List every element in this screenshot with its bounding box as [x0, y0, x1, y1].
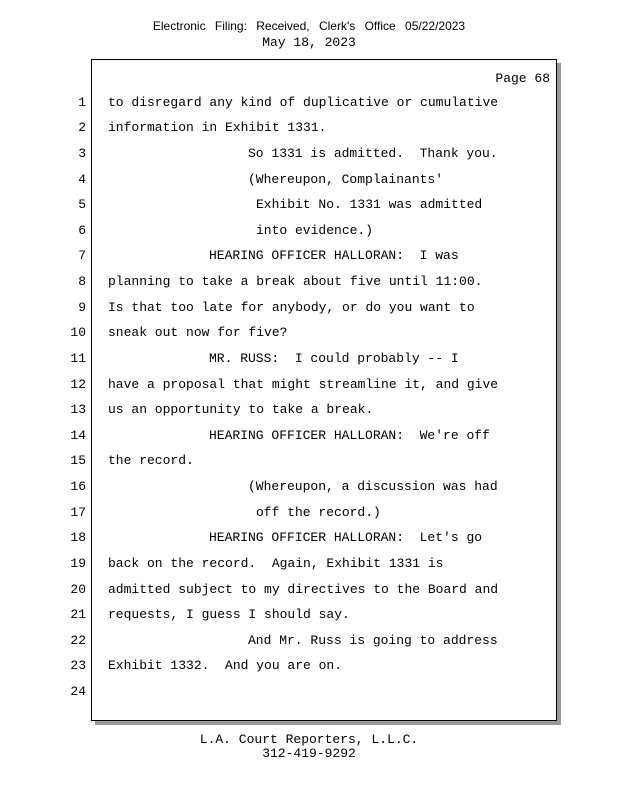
line-number: 21 — [70, 607, 86, 622]
transcript-line: HEARING OFFICER HALLORAN: Let's go — [209, 530, 483, 545]
line-number: 7 — [78, 248, 86, 263]
transcript-line: (Whereupon, Complainants' — [248, 172, 444, 187]
transcript-line: And Mr. Russ is going to address — [248, 633, 498, 648]
line-number: 12 — [70, 377, 86, 392]
transcript-line: Exhibit No. 1331 was admitted — [256, 197, 483, 212]
filing-stamp: Electronic Filing: Received, Clerk's Office 05/22/2023 — [152, 19, 466, 33]
line-number: 8 — [78, 274, 86, 289]
line-number: 20 — [70, 582, 86, 597]
line-number: 24 — [70, 684, 86, 699]
transcript-line: the record. — [108, 453, 194, 468]
transcript-date: May 18, 2023 — [262, 35, 356, 50]
line-number: 9 — [78, 300, 86, 315]
line-number: 1 — [78, 95, 86, 110]
line-number: 3 — [78, 146, 86, 161]
transcript-line: MR. RUSS: I could probably -- I — [209, 351, 459, 366]
transcript-line: sneak out now for five? — [108, 325, 288, 340]
line-number: 22 — [70, 633, 86, 648]
transcript-line: back on the record. Again, Exhibit 1331 is — [108, 556, 444, 571]
transcript-line: admitted subject to my directives to the Board and — [108, 582, 499, 597]
transcript-line: Exhibit 1332. And you are on. — [108, 658, 343, 673]
transcript-line: us an opportunity to take a break. — [108, 402, 374, 417]
line-number: 16 — [70, 479, 86, 494]
transcript-line: (Whereupon, a discussion was had — [248, 479, 498, 494]
reporter-phone: 312-419-9292 — [262, 746, 356, 761]
transcript-line: have a proposal that might streamline it, and give — [108, 377, 499, 392]
transcript-line: So 1331 is admitted. Thank you. — [248, 146, 498, 161]
line-number: 23 — [70, 658, 86, 673]
transcript-line: requests, I guess I should say. — [108, 607, 350, 622]
transcript-line: Is that too late for anybody, or do you want to — [108, 300, 475, 315]
line-number: 14 — [70, 428, 86, 443]
transcript-line: planning to take a break about five until 11:00. — [108, 274, 483, 289]
line-number: 11 — [70, 351, 86, 366]
line-number: 13 — [70, 402, 86, 417]
transcript-line: HEARING OFFICER HALLORAN: We're off — [209, 428, 490, 443]
transcript-line: into evidence.) — [256, 223, 374, 238]
transcript-line: HEARING OFFICER HALLORAN: I was — [209, 248, 459, 263]
line-number: 10 — [70, 325, 86, 340]
transcript-line: off the record.) — [256, 505, 381, 520]
line-number: 15 — [70, 453, 86, 468]
line-number: 19 — [70, 556, 86, 571]
line-number: 2 — [78, 120, 86, 135]
line-number: 17 — [70, 505, 86, 520]
line-number: 18 — [70, 530, 86, 545]
page-number-label: Page 68 — [495, 71, 550, 86]
transcript-line: to disregard any kind of duplicative or cumulative — [108, 95, 499, 110]
transcript-line: information in Exhibit 1331. — [108, 120, 327, 135]
line-number: 6 — [78, 223, 86, 238]
reporter-company: L.A. Court Reporters, L.L.C. — [199, 732, 419, 747]
line-number: 4 — [78, 172, 86, 187]
line-number: 5 — [78, 197, 86, 212]
